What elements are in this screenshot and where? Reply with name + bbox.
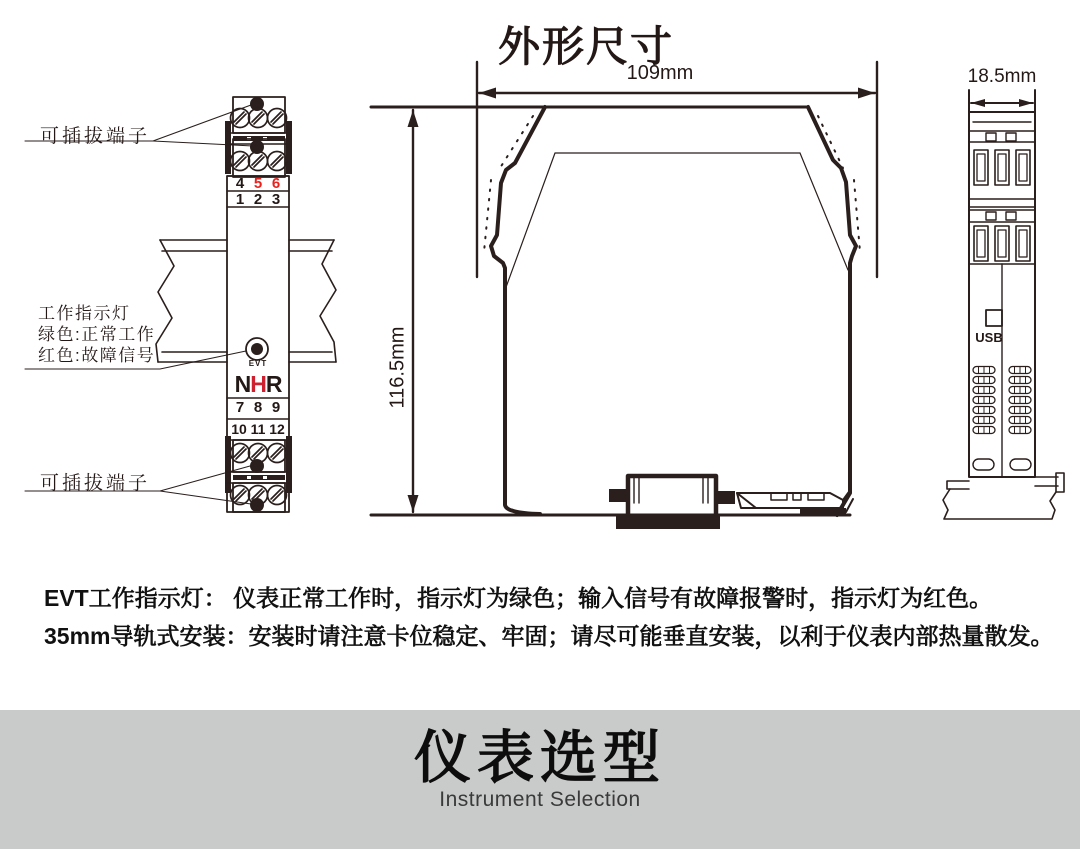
rail-latch	[737, 489, 853, 516]
banner-subtitle: Instrument Selection	[439, 788, 641, 811]
logo-letter-r: R	[265, 371, 282, 397]
usb-port	[986, 310, 1002, 326]
nhr-logo	[230, 371, 286, 398]
terminal-number-6: 6	[271, 175, 281, 192]
usb-label: USB	[975, 330, 1003, 345]
logo-letter-n: N	[234, 371, 251, 397]
instrument-selection-banner	[0, 710, 1080, 849]
terminal-number-8: 8	[253, 399, 263, 416]
terminal-number-11: 11	[250, 421, 266, 437]
terminal-number-4: 4	[235, 175, 245, 192]
terminal-number-10: 10	[231, 421, 247, 437]
din-rail-end	[943, 473, 1064, 519]
dim-18-5	[969, 90, 1035, 112]
evt-led-label: EVT	[248, 359, 268, 368]
indicator-line-2: 绿色:正常工作	[38, 325, 156, 344]
indicator-line-3: 红色:故障信号	[38, 346, 156, 365]
terminal-number-2: 2	[253, 191, 263, 208]
dim-18-5-label: 18.5mm	[967, 66, 1037, 87]
terminal-number-7: 7	[235, 399, 245, 416]
din-clip	[609, 476, 735, 529]
note-rail-mounting: 35mm导轨式安装：安装时请注意卡位稳定、牢固；请尽可能垂直安装，以利于仪表内部热量散发。	[44, 623, 1054, 649]
page-title: 外形尺寸	[497, 23, 674, 70]
note-evt-indicator: EVT工作指示灯： 仪表正常工作时，指示灯为绿色；输入信号有故障报警时，指示灯为红色。	[44, 585, 993, 611]
dim-109-label: 109mm	[626, 62, 694, 84]
terminal-number-5: 5	[253, 175, 263, 192]
end-view-drawing	[943, 90, 1064, 519]
terminal-number-1: 1	[235, 191, 245, 208]
pluggable-terminal-label-top: 可插拔端子	[40, 126, 151, 147]
banner-title: 仪表选型	[414, 726, 666, 790]
dim-109	[477, 62, 877, 277]
indicator-light-label	[38, 303, 155, 366]
logo-letter-h: H	[250, 371, 266, 397]
dim-116-5-label: 116.5mm	[386, 326, 409, 409]
indicator-line-1: 工作指示灯	[38, 304, 131, 323]
dim-116-5	[408, 110, 419, 512]
terminal-number-12: 12	[269, 421, 285, 437]
pluggable-terminal-label-bottom: 可插拔端子	[40, 473, 151, 494]
side-view-drawing	[371, 62, 877, 529]
din-rail-front	[156, 240, 336, 362]
terminal-number-3: 3	[271, 191, 281, 208]
terminal-number-9: 9	[271, 399, 281, 416]
